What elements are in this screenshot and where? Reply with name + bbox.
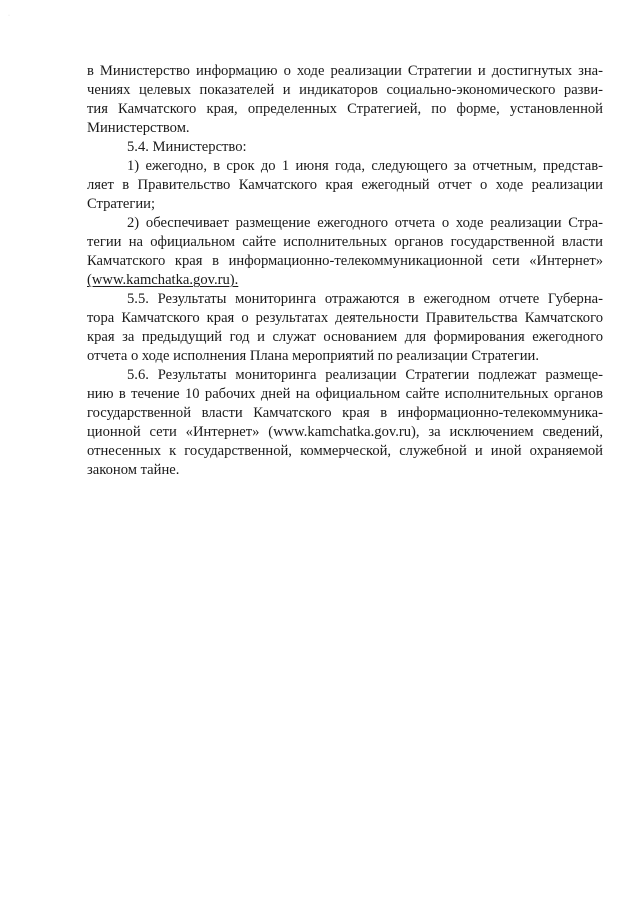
- item-1-line-1: 1) ежегодно, в срок до 1 июня года, следующего за отчетным, представ-: [127, 158, 603, 174]
- scan-artifact: ·: [8, 13, 10, 19]
- section-5-5-line-3: края за предыдущий год и служат основанием для формирования ежегодного: [87, 329, 603, 345]
- section-5-6-line-4: ционной сети «Интернет» (www.kamchatka.gov.ru), за исключением сведений,: [87, 424, 603, 440]
- section-5-6-line-6: законом тайне.: [87, 462, 180, 478]
- item-2-line-1: 2) обеспечивает размещение ежегодного отчета о ходе реализации Стра-: [127, 215, 603, 231]
- item-2-line-2: тегии на официальном сайте исполнительных органов государственной власти: [87, 234, 603, 250]
- item-2-line-4-link[interactable]: (www.kamchatka.gov.ru).: [87, 272, 239, 288]
- section-5-5-line-1: 5.5. Результаты мониторинга отражаются в ежегодном отчете Губерна-: [127, 291, 603, 307]
- paragraph-1-line-1: в Министерство информацию о ходе реализации Стратегии и достигнутых зна-: [87, 63, 603, 79]
- section-5-6-line-2: нию в течение 10 рабочих дней на официальном сайте исполнительных органов: [87, 386, 603, 402]
- item-1-line-3: Стратегии;: [87, 196, 156, 212]
- item-2-line-3: Камчатского края в информационно-телекоммуникационной сети «Интернет»: [87, 253, 603, 269]
- item-1-line-2: ляет в Правительство Камчатского края ежегодный отчет о ходе реализации: [87, 177, 603, 193]
- document-body: [87, 62, 603, 480]
- section-5-5-line-4: отчета о ходе исполнения Плана мероприятий по реализации Стратегии.: [87, 348, 539, 364]
- section-5-6-line-3: государственной власти Камчатского края в информационно-телекоммуника-: [87, 405, 603, 421]
- section-5-5-line-2: тора Камчатского края о результатах деятельности Правительства Камчатского: [87, 310, 603, 326]
- paragraph-1-line-2: чениях целевых показателей и индикаторов социально-экономического разви-: [87, 82, 603, 98]
- section-5-6-line-1: 5.6. Результаты мониторинга реализации Стратегии подлежат размеще-: [127, 367, 603, 383]
- section-5-6-line-5: отнесенных к государственной, коммерческой, служебной и иной охраняемой: [87, 443, 603, 459]
- section-5-4-heading: 5.4. Министерство:: [127, 139, 247, 155]
- paragraph-1-line-3: тия Камчатского края, определенных Стратегией, по форме, установленной: [87, 101, 603, 117]
- paragraph-1-line-4: Министерством.: [87, 120, 190, 136]
